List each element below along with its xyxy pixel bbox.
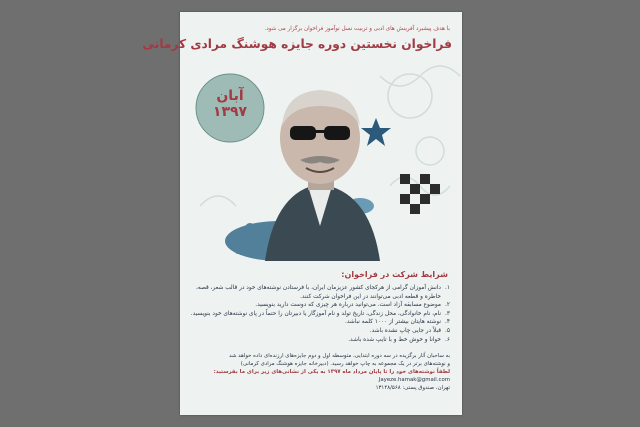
list-item: ۶.خوانا و خوش خط و با تایپ شده باشد. (348, 336, 450, 343)
conditions-list (190, 284, 450, 344)
poster (142, 12, 462, 415)
poster-footer (190, 352, 450, 392)
footer-deadline: لطفاً نوشته‌های خود را تا پایان مرداد ماه ۱۳۹۷ به یکی از نشانی‌های زیر برای ما بفرستید: (213, 369, 450, 375)
footer-line: به ساحبان آثار برگزیده در سه دوره ابتدایی، متوسطه اول و دوم جایزه‌های ارزنده‌ای داده خواهد شد (229, 353, 450, 359)
list-item: ۲.موضوع مسابقه آزاد است. می‌توانید درباره هر چیزی که دوست دارید بنویسید. (255, 302, 450, 309)
checker-pattern (400, 174, 440, 214)
footer-line: و نوشته‌های برتر در یک مجموعه به چاپ خواهد رسید. (دبیرخانه جایزه هوشنگ مرادی کرمانی) (240, 361, 450, 367)
footer-email: Jayeze.hamak@gmail.com (378, 377, 450, 383)
list-item: ۴.نوشته هایتان بیشتر از ۱۰۰۰ کلمه نباشد. (345, 319, 450, 326)
poster-title: فراخوان نخستین دوره جایزه هوشنگ مرادی کرمانی (142, 37, 452, 51)
list-item: ۱.دانش آموزان گرامی از هرکجای کشور عزیزمان ایران، با فرستادن نوشته‌های خود در قالب شعر، قصه، (196, 285, 450, 291)
conditions-heading: شرایط شرکت در فراخوان: (341, 270, 448, 279)
poster-tagline: با هدف پیشبرد آفرینش های ادبی و تربیت نسل نوآموز فراخوان برگزار می شود. (264, 26, 450, 32)
list-item: ۳.نام، نام خانوادگی، محل زندگی، تاریخ تولد و نام آموزگار یا دبیرتان را حتماً در پای نوشته‌های خود بنویسید. (190, 310, 450, 317)
poster-date: آبان ۱۳۹۷ (212, 88, 248, 120)
list-item: ۵.قبلاً در جایی چاپ نشده باشد. (369, 327, 450, 334)
star-shape (361, 118, 391, 146)
list-item: خاطره و قطعه ادبی می‌توانند در این فراخوان شرکت کنند. (300, 293, 441, 300)
footer-address: تهران، صندوق پستی: ۱۳۱۴۸/۵۶۸ (375, 385, 450, 391)
